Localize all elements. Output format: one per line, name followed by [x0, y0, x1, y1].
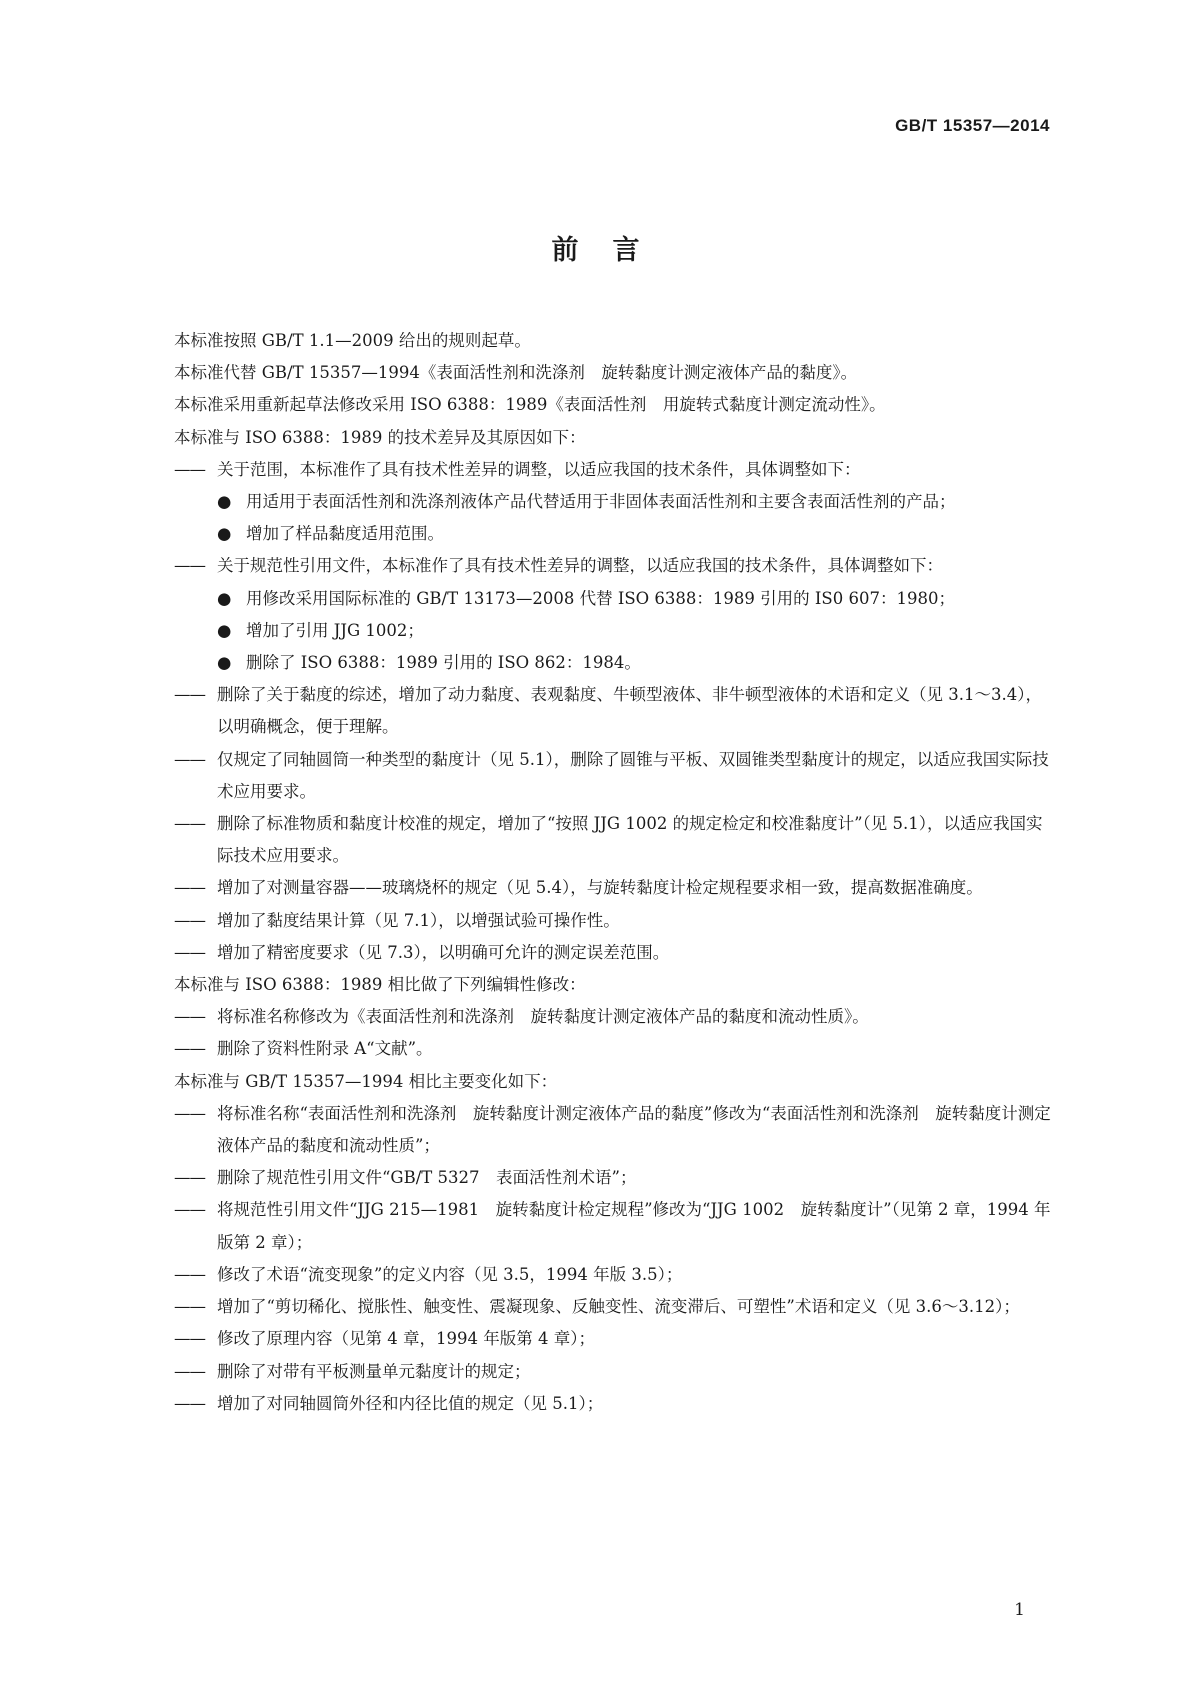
- bullet-icon: ●: [217, 588, 232, 608]
- dash-item-text: 关于规范性引用文件，本标准作了具有技术性差异的调整，以适应我国的技术条件，具体调整如下：: [217, 556, 943, 576]
- dash-marker: ——: [174, 1393, 205, 1413]
- dash-marker: ——: [174, 1361, 205, 1381]
- foreword-body: [174, 325, 1054, 1420]
- dash-marker: ——: [174, 1200, 205, 1220]
- paragraph-line: [174, 969, 1054, 1001]
- dash-item-text: 删除了资料性附录 A“文献”。: [217, 1039, 433, 1059]
- dash-list-item: [174, 550, 1054, 582]
- dash-list-item: [174, 1259, 1054, 1291]
- dash-item-text: 将规范性引用文件“JJG 215—1981 旋转黏度计检定规程”修改为“JJG 1002 旋转黏度计”（见第 2 章，1994 年版第 2 章）；: [217, 1200, 1051, 1252]
- dash-marker: ——: [174, 1007, 205, 1027]
- paragraph-line: [174, 389, 1054, 421]
- bullet-list-item: [174, 647, 1054, 679]
- dash-item-text: 将标准名称修改为《表面活性剂和洗涤剂 旋转黏度计测定液体产品的黏度和流动性质》。: [217, 1007, 869, 1027]
- bullet-list-item: [174, 583, 1054, 615]
- bullet-item-text: 删除了 ISO 6388：1989 引用的 ISO 862：1984。: [246, 653, 641, 673]
- paragraph-line: [174, 1066, 1054, 1098]
- dash-item-text: 修改了术语“流变现象”的定义内容（见 3.5，1994 年版 3.5）；: [217, 1264, 683, 1284]
- dash-marker: ——: [174, 556, 205, 576]
- bullet-icon: ●: [217, 524, 232, 544]
- dash-marker: ——: [174, 459, 205, 479]
- bullet-list-item: [174, 486, 1054, 518]
- page-number: 1: [1014, 1600, 1025, 1620]
- dash-list-item: [174, 808, 1054, 872]
- dash-marker: ——: [174, 749, 205, 769]
- dash-marker: ——: [174, 910, 205, 930]
- dash-list-item: [174, 1291, 1054, 1323]
- paragraph-text: 本标准代替 GB/T 15357—1994《表面活性剂和洗涤剂 旋转黏度计测定液体产品的黏度》。: [174, 363, 858, 383]
- dash-marker: ——: [174, 1329, 205, 1349]
- dash-list-item: [174, 454, 1054, 486]
- bullet-icon: ●: [217, 620, 232, 640]
- dash-marker: ——: [174, 1103, 205, 1123]
- dash-item-text: 增加了黏度结果计算（见 7.1），以增强试验可操作性。: [217, 910, 620, 930]
- dash-marker: ——: [174, 1297, 205, 1317]
- dash-item-text: 删除了关于黏度的综述，增加了动力黏度、表观黏度、牛顿型液体、非牛顿型液体的术语和定义（见 3.1～3.4），以明确概念，便于理解。: [217, 685, 1042, 737]
- paragraph-text: 本标准采用重新起草法修改采用 ISO 6388：1989《表面活性剂 用旋转式黏度计测定流动性》。: [174, 395, 886, 415]
- dash-marker: ——: [174, 685, 205, 705]
- dash-marker: ——: [174, 1168, 205, 1188]
- bullet-list-item: [174, 615, 1054, 647]
- dash-item-text: 仅规定了同轴圆筒一种类型的黏度计（见 5.1），删除了圆锥与平板、双圆锥类型黏度计的规定，以适应我国实际技术应用要求。: [217, 749, 1049, 801]
- dash-item-text: 增加了对测量容器——玻璃烧杯的规定（见 5.4），与旋转黏度计检定规程要求相一致，提高数据准确度。: [217, 878, 983, 898]
- bullet-item-text: 增加了引用 JJG 1002；: [246, 620, 424, 640]
- dash-list-item: [174, 1162, 1054, 1194]
- dash-list-item: [174, 1033, 1054, 1065]
- dash-item-text: 删除了对带有平板测量单元黏度计的规定；: [217, 1361, 531, 1381]
- dash-item-text: 增加了精密度要求（见 7.3），以明确可允许的测定误差范围。: [217, 942, 670, 962]
- page-title: 前言: [551, 235, 674, 266]
- bullet-item-text: 用修改采用国际标准的 GB/T 13173—2008 代替 ISO 6388：1989 引用的 IS0 607：1980；: [246, 588, 955, 608]
- dash-marker: ——: [174, 942, 205, 962]
- paragraph-line: [174, 357, 1054, 389]
- dash-list-item: [174, 1001, 1054, 1033]
- paragraph-line: [174, 422, 1054, 454]
- paragraph-text: 本标准与 ISO 6388：1989 相比做了下列编辑性修改：: [174, 975, 586, 995]
- dash-marker: ——: [174, 1264, 205, 1284]
- bullet-list-item: [174, 518, 1054, 550]
- paragraph-text: 本标准与 ISO 6388：1989 的技术差异及其原因如下：: [174, 427, 586, 447]
- dash-item-text: 关于范围，本标准作了具有技术性差异的调整，以适应我国的技术条件，具体调整如下：: [217, 459, 861, 479]
- bullet-icon: ●: [217, 492, 232, 512]
- dash-marker: ——: [174, 878, 205, 898]
- dash-item-text: 删除了标准物质和黏度计校准的规定，增加了“按照 JJG 1002 的规定检定和校准黏度计”（见 5.1），以适应我国实际技术应用要求。: [217, 814, 1043, 866]
- dash-item-text: 增加了对同轴圆筒外径和内径比值的规定（见 5.1）；: [217, 1393, 604, 1413]
- paragraph-line: [174, 325, 1054, 357]
- dash-list-item: [174, 744, 1054, 808]
- dash-list-item: [174, 1356, 1054, 1388]
- dash-marker: ——: [174, 814, 205, 834]
- dash-item-text: 增加了“剪切稀化、搅胀性、触变性、震凝现象、反触变性、流变滞后、可塑性”术语和定义（见 3.6～3.12）；: [217, 1297, 1020, 1317]
- dash-list-item: [174, 872, 1054, 904]
- dash-list-item: [174, 1194, 1054, 1258]
- paragraph-text: 本标准与 GB/T 15357—1994 相比主要变化如下：: [174, 1071, 558, 1091]
- dash-list-item: [174, 1323, 1054, 1355]
- bullet-item-text: 增加了样品黏度适用范围。: [246, 524, 444, 544]
- bullet-icon: ●: [217, 653, 232, 673]
- dash-list-item: [174, 905, 1054, 937]
- paragraph-text: 本标准按照 GB/T 1.1—2009 给出的规则起草。: [174, 331, 531, 350]
- dash-item-text: 将标准名称“表面活性剂和洗涤剂 旋转黏度计测定液体产品的黏度”修改为“表面活性剂和洗涤剂 旋转黏度计测定液体产品的黏度和流动性质”；: [217, 1103, 1051, 1156]
- bullet-item-text: 用适用于表面活性剂和洗涤剂液体产品代替适用于非固体表面活性剂和主要含表面活性剂的产品；: [246, 492, 956, 512]
- dash-list-item: [174, 679, 1054, 743]
- dash-item-text: 删除了规范性引用文件“GB/T 5327 表面活性剂术语”；: [217, 1168, 637, 1188]
- dash-list-item: [174, 1388, 1054, 1420]
- dash-list-item: [174, 1098, 1054, 1162]
- dash-item-text: 修改了原理内容（见第 4 章，1994 年版第 4 章）；: [217, 1329, 595, 1349]
- dash-marker: ——: [174, 1039, 205, 1059]
- dash-list-item: [174, 937, 1054, 969]
- standard-code-header: GB/T 15357—2014: [895, 116, 1050, 135]
